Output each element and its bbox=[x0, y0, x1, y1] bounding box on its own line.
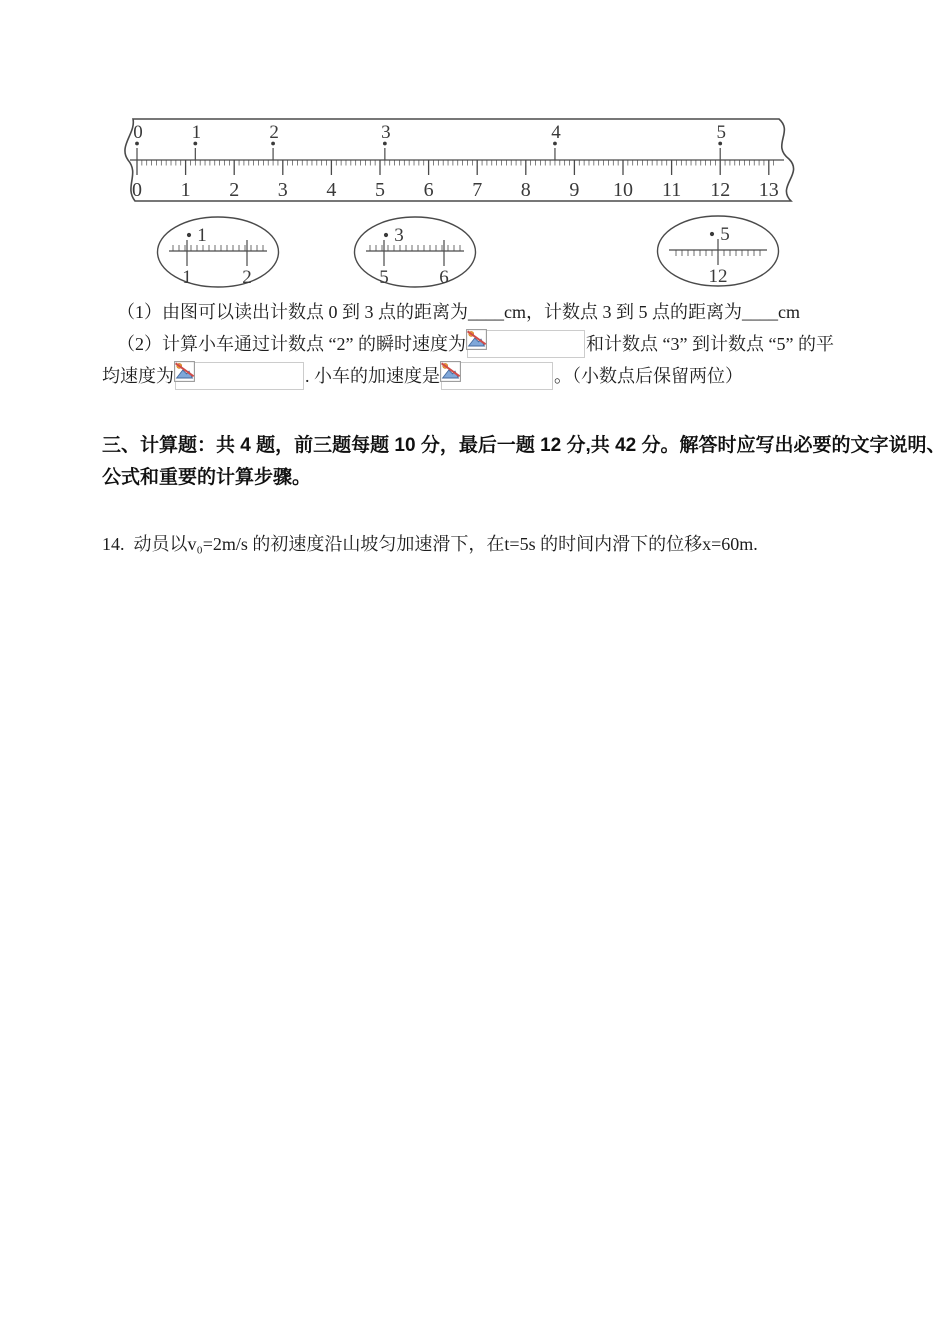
svg-text:10: 10 bbox=[613, 179, 633, 201]
svg-text:12: 12 bbox=[710, 179, 731, 201]
magnifier-view-point-1 bbox=[153, 214, 283, 292]
svg-text:6: 6 bbox=[423, 179, 434, 201]
svg-text:2: 2 bbox=[229, 179, 240, 201]
svg-text:5: 5 bbox=[720, 224, 730, 245]
broken-image-placeholder-instant-velocity bbox=[467, 330, 585, 358]
svg-text:12: 12 bbox=[708, 266, 728, 287]
question-2-text-after-blank: 和计数点 “3” 到计数点 “5” 的平 bbox=[585, 334, 834, 354]
svg-text:0: 0 bbox=[132, 179, 142, 201]
svg-text:3: 3 bbox=[394, 225, 404, 246]
section-3-heading bbox=[102, 430, 945, 494]
broken-image-icon bbox=[440, 361, 461, 382]
svg-text:4: 4 bbox=[326, 179, 337, 201]
svg-text:0: 0 bbox=[133, 122, 143, 143]
svg-text:3: 3 bbox=[381, 122, 391, 143]
svg-text:13: 13 bbox=[758, 179, 779, 201]
svg-text:9: 9 bbox=[569, 179, 580, 201]
question-2-text-acceleration: . 小车的加速度是 bbox=[305, 366, 440, 386]
question-14-text: 14. 动员以v₀=2m/s 的初速度沿山坡匀加速滑下，在t=5s 的时间内滑下的位移x=60m. bbox=[102, 534, 758, 554]
section-3-heading-line-2: 公式和重要的计算步骤。 bbox=[102, 467, 312, 488]
question-2-line-2 bbox=[102, 362, 743, 390]
broken-image-icon bbox=[174, 361, 195, 382]
svg-text:1: 1 bbox=[182, 267, 192, 288]
question-2-text-before-blank: （2）计算小车通过计数点 “2” 的瞬时速度为 bbox=[117, 334, 466, 354]
svg-text:1: 1 bbox=[197, 225, 207, 246]
svg-text:5: 5 bbox=[716, 122, 726, 143]
svg-text:5: 5 bbox=[379, 267, 389, 288]
question-2-text-average-velocity: 均速度为 bbox=[102, 366, 174, 386]
broken-image-placeholder-average-velocity bbox=[175, 362, 304, 390]
question-2-text-rounding-note: 。（小数点后保留两位） bbox=[554, 366, 743, 386]
svg-text:2: 2 bbox=[242, 267, 252, 288]
svg-text:5: 5 bbox=[375, 179, 385, 201]
broken-image-placeholder-acceleration bbox=[441, 362, 553, 390]
paper-tape-ruler-figure bbox=[118, 112, 808, 208]
svg-text:2: 2 bbox=[269, 122, 279, 143]
svg-text:3: 3 bbox=[277, 179, 288, 201]
svg-text:7: 7 bbox=[472, 179, 483, 201]
svg-text:4: 4 bbox=[551, 122, 561, 143]
magnifier-view-point-3 bbox=[350, 214, 480, 292]
svg-text:8: 8 bbox=[520, 179, 531, 201]
question-2-line-1 bbox=[117, 330, 834, 358]
svg-text:1: 1 bbox=[191, 122, 202, 143]
svg-text:11: 11 bbox=[661, 179, 682, 201]
broken-image-icon bbox=[466, 329, 487, 350]
section-3-heading-line-1: 三、计算题：共 4 题，前三题每题 10 分，最后一题 12 分,共 42 分。解答时应写出必要的文字说明、 bbox=[102, 435, 946, 456]
svg-text:6: 6 bbox=[439, 267, 449, 288]
magnifier-view-point-5 bbox=[653, 213, 783, 291]
svg-text:1: 1 bbox=[180, 179, 191, 201]
question-1-text: （1）由图可以读出计数点 0 到 3 点的距离为____cm，计数点 3 到 5 点的距离为____cm bbox=[117, 302, 800, 322]
